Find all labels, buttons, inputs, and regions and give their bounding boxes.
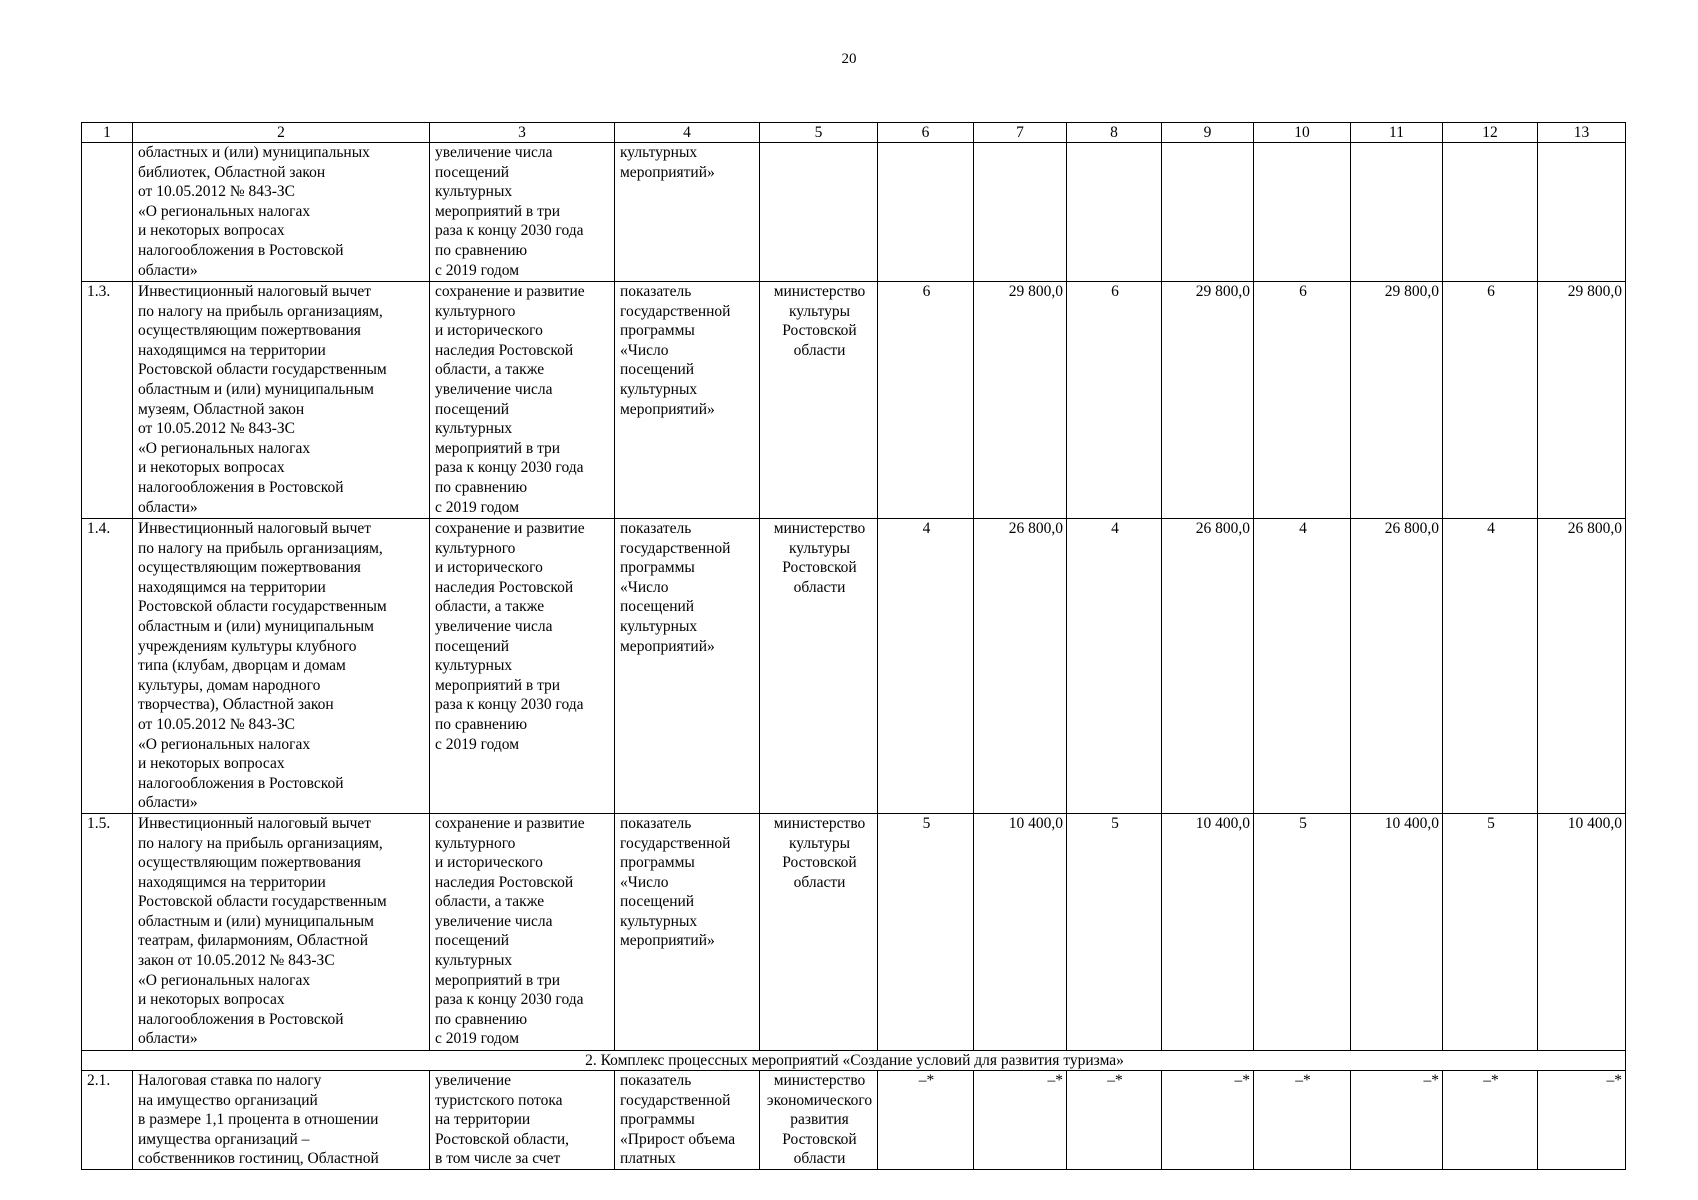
cell-text-line: показатель <box>620 520 692 537</box>
value-cell: 29 800,0 <box>1351 282 1443 519</box>
column-number: 7 <box>974 123 1067 143</box>
cell-text-line: Ростовской <box>782 322 857 340</box>
cell-text-line: посещений <box>620 361 695 379</box>
column-number: 5 <box>760 123 878 143</box>
value-cell: 26 800,0 <box>974 519 1067 814</box>
value-cell: 26 800,0 <box>1538 519 1626 814</box>
table-row <box>82 519 1626 814</box>
cell-text-line: в том числе за счет <box>435 1150 561 1168</box>
cell-text-line: культуры, домам народного <box>138 676 321 694</box>
cell-text-line: области <box>793 341 846 359</box>
cell-text-line: наследия Ростовской <box>435 578 574 596</box>
cell-text-line: на имущество организаций <box>138 1091 318 1109</box>
cell-text-line: и исторического <box>435 559 543 577</box>
cell-text-line: «О региональных налогах <box>138 971 311 989</box>
cell-text-line: налогообложения в Ростовской <box>138 241 344 259</box>
table-row <box>82 1070 1626 1169</box>
cell-text-line: налогообложения в Ростовской <box>138 478 344 496</box>
cell-text-line: области» <box>138 498 198 516</box>
column-number: 1 <box>82 123 133 143</box>
cell-text-line: «О региональных налогах <box>138 735 311 753</box>
cell-text-line: государственной <box>620 539 731 557</box>
column-number: 4 <box>615 123 760 143</box>
curator-cell <box>760 282 878 519</box>
cell-text-line: находящимся на территории <box>138 873 326 891</box>
value-cell: 10 400,0 <box>974 813 1067 1050</box>
cell-text-line: культурного <box>435 539 516 557</box>
table-row <box>82 813 1626 1050</box>
cell-text-line: области» <box>138 794 198 812</box>
value-cell <box>1067 143 1162 282</box>
cell-text-line: «Число <box>620 341 669 359</box>
goal-cell <box>430 282 615 519</box>
value-cell <box>1162 143 1254 282</box>
cell-text-line: государственной <box>620 834 731 852</box>
cell-text-line: министерство <box>773 283 866 300</box>
cell-text-line: на территории <box>435 1111 531 1129</box>
cell-text-line: государственной <box>620 302 731 320</box>
value-cell: 29 800,0 <box>1162 282 1254 519</box>
value-cell: 29 800,0 <box>974 282 1067 519</box>
value-cell <box>1443 143 1538 282</box>
cell-text-line: «Число <box>620 873 669 891</box>
tax-expenditure-table <box>81 122 1626 1170</box>
cell-text-line: показатель <box>620 814 692 832</box>
cell-text-line: Ростовской области государственным <box>138 361 387 379</box>
section-header-row <box>82 1050 1626 1070</box>
cell-text-line: сохранение и развитие <box>435 814 585 832</box>
cell-text-line: с 2019 годом <box>435 735 520 753</box>
cell-text-line: в размере 1,1 процента в отношении <box>138 1111 379 1129</box>
cell-text-line: области, а также <box>435 361 545 379</box>
value-cell: –* <box>1162 1070 1254 1169</box>
cell-text-line: творчества), Областной закон <box>138 696 334 714</box>
cell-text-line: наследия Ростовской <box>435 873 574 891</box>
cell-text-line: собственников гостиниц, Областной <box>138 1150 379 1168</box>
column-number: 2 <box>133 123 430 143</box>
cell-text-line: туристского потока <box>435 1091 563 1109</box>
cell-text-line: учреждениям культуры клубного <box>138 637 357 655</box>
table-row <box>82 282 1626 519</box>
cell-text-line: области, а также <box>435 893 545 911</box>
value-cell: 4 <box>1254 519 1351 814</box>
value-cell: 10 400,0 <box>1162 813 1254 1050</box>
cell-text-line: программы <box>620 559 695 577</box>
value-cell: –* <box>1443 1070 1538 1169</box>
cell-text-line: от 10.05.2012 № 843-ЗС <box>138 715 295 733</box>
cell-text-line: министерство <box>773 814 866 832</box>
indicator-cell <box>615 813 760 1050</box>
table-row <box>82 143 1626 282</box>
cell-text-line: культурного <box>435 302 516 320</box>
cell-text-line: показатель <box>620 1071 692 1089</box>
cell-text-line: культурных <box>435 420 513 438</box>
cell-text-line: программы <box>620 854 695 872</box>
cell-text-line: культурных <box>620 380 698 398</box>
cell-text-line: увеличение числа <box>435 912 553 930</box>
cell-text-line: посещений <box>435 163 510 181</box>
cell-text-line: по сравнению <box>435 241 528 259</box>
cell-text-line: осуществляющим пожертвования <box>138 559 361 577</box>
goal-cell <box>430 519 615 814</box>
cell-text-line: увеличение числа <box>435 144 553 161</box>
value-cell: 6 <box>1254 282 1351 519</box>
cell-text-line: с 2019 годом <box>435 1030 520 1048</box>
cell-text-line: мероприятий в три <box>435 676 561 694</box>
cell-text-line: министерство <box>773 520 866 537</box>
cell-text-line: мероприятий в три <box>435 439 561 457</box>
column-number: 9 <box>1162 123 1254 143</box>
cell-text-line: посещений <box>620 598 695 616</box>
cell-text-line: мероприятий в три <box>435 202 561 220</box>
cell-text-line: культурных <box>435 183 513 201</box>
value-cell: 5 <box>1067 813 1162 1050</box>
row-number: 1.4. <box>82 519 133 814</box>
cell-text-line: увеличение <box>435 1071 512 1089</box>
cell-text-line: и исторического <box>435 322 543 340</box>
column-number: 11 <box>1351 123 1443 143</box>
cell-text-line: платных <box>620 1150 676 1168</box>
cell-text-line: музеям, Областной закон <box>138 400 305 418</box>
cell-text-line: по сравнению <box>435 1010 528 1028</box>
value-cell <box>1254 143 1351 282</box>
cell-text-line: государственной <box>620 1091 731 1109</box>
cell-text-line: по налогу на прибыль организациям, <box>138 302 383 320</box>
cell-text-line: «Прирост объема <box>620 1130 736 1148</box>
cell-text-line: по сравнению <box>435 715 528 733</box>
cell-text-line: культуры <box>788 834 851 852</box>
cell-text-line: культуры <box>788 539 851 557</box>
cell-text-line: области <box>793 1150 846 1168</box>
curator-cell <box>760 143 878 282</box>
section-title: 2. Комплекс процессных мероприятий «Создание условий для развития туризма» <box>82 1050 1626 1070</box>
cell-text-line: находящимся на территории <box>138 341 326 359</box>
cell-text-line: с 2019 годом <box>435 498 520 516</box>
value-cell <box>878 143 974 282</box>
cell-text-line: культурных <box>435 952 513 970</box>
cell-text-line: мероприятий» <box>620 400 715 418</box>
value-cell: 5 <box>1254 813 1351 1050</box>
expenditure-name-cell <box>133 143 430 282</box>
cell-text-line: типа (клубам, дворцам и домам <box>138 657 346 675</box>
column-number: 3 <box>430 123 615 143</box>
cell-text-line: раза к концу 2030 года <box>435 991 584 1009</box>
value-cell: –* <box>1351 1070 1443 1169</box>
value-cell: 6 <box>1443 282 1538 519</box>
cell-text-line: увеличение числа <box>435 380 553 398</box>
cell-text-line: посещений <box>435 400 510 418</box>
cell-text-line: Инвестиционный налоговый вычет <box>138 814 372 832</box>
cell-text-line: по налогу на прибыль организациям, <box>138 834 383 852</box>
cell-text-line: «О региональных налогах <box>138 439 311 457</box>
cell-text-line: и некоторых вопросах <box>138 755 285 773</box>
cell-text-line: программы <box>620 1111 695 1129</box>
cell-text-line: Инвестиционный налоговый вычет <box>138 520 372 537</box>
cell-text-line: культурного <box>435 834 516 852</box>
cell-text-line: областным и (или) муниципальным <box>138 617 374 635</box>
cell-text-line: посещений <box>435 637 510 655</box>
cell-text-line: Инвестиционный налоговый вычет <box>138 283 372 300</box>
value-cell: 6 <box>878 282 974 519</box>
cell-text-line: сохранение и развитие <box>435 283 585 300</box>
cell-text-line: с 2019 годом <box>435 261 520 279</box>
cell-text-line: культурных <box>620 144 698 161</box>
column-number-header-row <box>82 123 1626 143</box>
curator-cell <box>760 1070 878 1169</box>
row-number: 2.1. <box>82 1070 133 1169</box>
value-cell: –* <box>974 1070 1067 1169</box>
value-cell: 10 400,0 <box>1351 813 1443 1050</box>
cell-text-line: от 10.05.2012 № 843-ЗС <box>138 420 295 438</box>
cell-text-line: и некоторых вопросах <box>138 459 285 477</box>
cell-text-line: экономического <box>766 1091 873 1109</box>
indicator-cell <box>615 282 760 519</box>
cell-text-line: области» <box>138 261 198 279</box>
value-cell: 29 800,0 <box>1538 282 1626 519</box>
column-number: 13 <box>1538 123 1626 143</box>
page-number: 20 <box>841 51 857 67</box>
cell-text-line: сохранение и развитие <box>435 520 585 537</box>
cell-text-line: Ростовской области государственным <box>138 893 387 911</box>
cell-text-line: наследия Ростовской <box>435 341 574 359</box>
value-cell: 4 <box>878 519 974 814</box>
column-number: 6 <box>878 123 974 143</box>
cell-text-line: мероприятий» <box>620 163 715 181</box>
cell-text-line: развития <box>790 1111 849 1129</box>
goal-cell <box>430 1070 615 1169</box>
cell-text-line: Ростовской области государственным <box>138 598 387 616</box>
cell-text-line: закон от 10.05.2012 № 843-ЗС <box>138 952 335 970</box>
cell-text-line: мероприятий» <box>620 637 715 655</box>
value-cell: 5 <box>878 813 974 1050</box>
cell-text-line: областных и (или) муниципальных <box>138 144 370 161</box>
value-cell <box>1538 143 1626 282</box>
value-cell <box>974 143 1067 282</box>
cell-text-line: культуры <box>788 302 851 320</box>
curator-cell <box>760 813 878 1050</box>
goal-cell <box>430 813 615 1050</box>
cell-text-line: по сравнению <box>435 478 528 496</box>
indicator-cell <box>615 519 760 814</box>
indicator-cell <box>615 143 760 282</box>
cell-text-line: раза к концу 2030 года <box>435 222 584 240</box>
row-number: 1.3. <box>82 282 133 519</box>
cell-text-line: театрам, филармониям, Областной <box>138 932 369 950</box>
cell-text-line: Ростовской <box>782 1130 857 1148</box>
indicator-cell <box>615 1070 760 1169</box>
cell-text-line: и исторического <box>435 854 543 872</box>
cell-text-line: Ростовской области, <box>435 1130 570 1148</box>
cell-text-line: имущества организаций – <box>138 1130 310 1148</box>
column-number: 12 <box>1443 123 1538 143</box>
value-cell: 4 <box>1067 519 1162 814</box>
value-cell: 26 800,0 <box>1162 519 1254 814</box>
value-cell: –* <box>878 1070 974 1169</box>
value-cell: 4 <box>1443 519 1538 814</box>
cell-text-line: по налогу на прибыль организациям, <box>138 539 383 557</box>
cell-text-line: области <box>793 578 846 596</box>
cell-text-line: Налоговая ставка по налогу <box>138 1071 322 1089</box>
column-number: 8 <box>1067 123 1162 143</box>
cell-text-line: области <box>793 873 846 891</box>
cell-text-line: программы <box>620 322 695 340</box>
cell-text-line: осуществляющим пожертвования <box>138 322 361 340</box>
cell-text-line: области, а также <box>435 598 545 616</box>
cell-text-line: «О региональных налогах <box>138 202 311 220</box>
expenditure-name-cell <box>133 1070 430 1169</box>
value-cell: –* <box>1254 1070 1351 1169</box>
cell-text-line: показатель <box>620 283 692 300</box>
cell-text-line: раза к концу 2030 года <box>435 696 584 714</box>
cell-text-line: областным и (или) муниципальным <box>138 912 374 930</box>
expenditure-name-cell <box>133 519 430 814</box>
cell-text-line: раза к концу 2030 года <box>435 459 584 477</box>
value-cell: 5 <box>1443 813 1538 1050</box>
expenditure-name-cell <box>133 813 430 1050</box>
cell-text-line: увеличение числа <box>435 617 553 635</box>
cell-text-line: от 10.05.2012 № 843-ЗС <box>138 183 295 201</box>
value-cell: –* <box>1067 1070 1162 1169</box>
row-number <box>82 143 133 282</box>
cell-text-line: областным и (или) муниципальным <box>138 380 374 398</box>
column-number: 10 <box>1254 123 1351 143</box>
value-cell <box>1351 143 1443 282</box>
cell-text-line: культурных <box>620 912 698 930</box>
cell-text-line: посещений <box>620 893 695 911</box>
cell-text-line: «Число <box>620 578 669 596</box>
value-cell: –* <box>1538 1070 1626 1169</box>
cell-text-line: налогообложения в Ростовской <box>138 1010 344 1028</box>
cell-text-line: посещений <box>435 932 510 950</box>
cell-text-line: культурных <box>435 657 513 675</box>
cell-text-line: библиотек, Областной закон <box>138 163 326 181</box>
row-number: 1.5. <box>82 813 133 1050</box>
cell-text-line: налогообложения в Ростовской <box>138 774 344 792</box>
cell-text-line: области» <box>138 1030 198 1048</box>
cell-text-line: и некоторых вопросах <box>138 991 285 1009</box>
cell-text-line: осуществляющим пожертвования <box>138 854 361 872</box>
cell-text-line: и некоторых вопросах <box>138 222 285 240</box>
cell-text-line: мероприятий в три <box>435 971 561 989</box>
cell-text-line: Ростовской <box>782 559 857 577</box>
cell-text-line: культурных <box>620 617 698 635</box>
goal-cell <box>430 143 615 282</box>
expenditure-name-cell <box>133 282 430 519</box>
cell-text-line: находящимся на территории <box>138 578 326 596</box>
cell-text-line: Ростовской <box>782 854 857 872</box>
cell-text-line: мероприятий» <box>620 932 715 950</box>
value-cell: 26 800,0 <box>1351 519 1443 814</box>
value-cell: 10 400,0 <box>1538 813 1626 1050</box>
value-cell: 6 <box>1067 282 1162 519</box>
cell-text-line: министерство <box>773 1071 866 1089</box>
curator-cell <box>760 519 878 814</box>
